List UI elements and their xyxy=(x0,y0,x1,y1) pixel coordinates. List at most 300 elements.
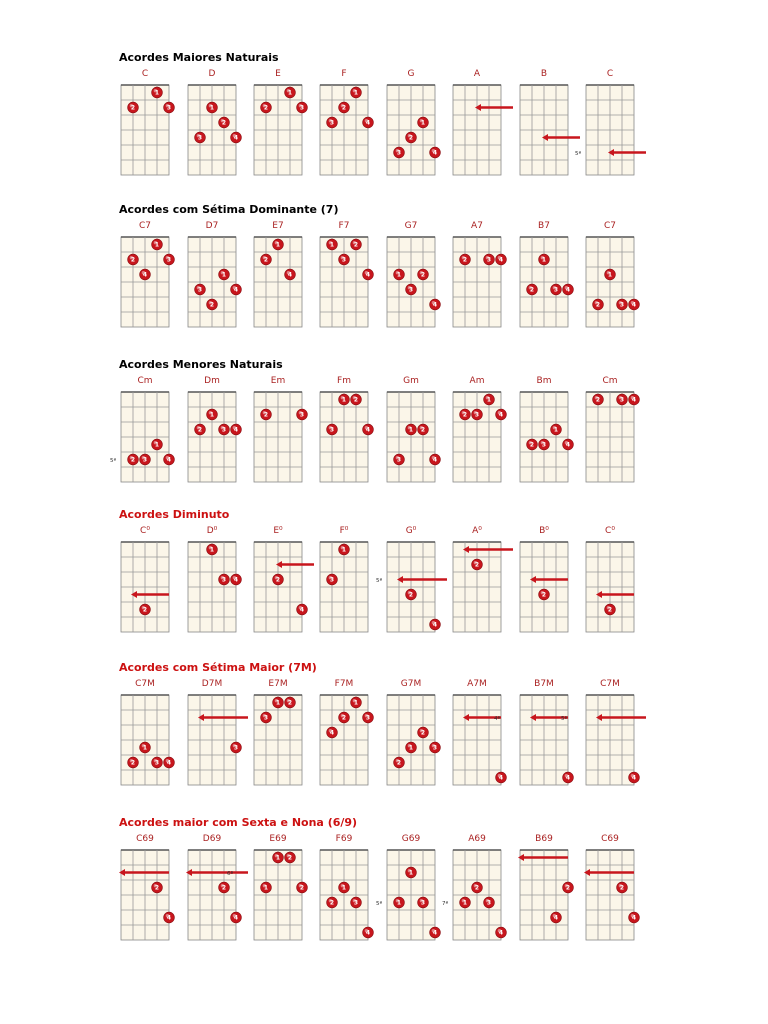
chord-diagram xyxy=(312,834,376,949)
finger-number: 2 xyxy=(209,301,215,309)
finger-number: 4 xyxy=(166,759,172,767)
finger-number: 3 xyxy=(299,104,305,112)
chord-name: D7 xyxy=(205,221,219,231)
chord-section xyxy=(0,661,768,796)
finger-number: 2 xyxy=(299,884,305,892)
chord-diagram xyxy=(312,69,376,184)
finger-dot xyxy=(152,757,163,768)
chord-diagram xyxy=(578,834,642,949)
chord-diagram xyxy=(578,679,642,794)
fretboard xyxy=(312,539,376,639)
chord-diagram xyxy=(445,376,509,491)
finger-number: 2 xyxy=(154,884,160,892)
finger-number: 2 xyxy=(408,134,414,142)
finger-number: 3 xyxy=(341,256,347,264)
fretboard xyxy=(312,234,376,334)
finger-dot xyxy=(363,712,374,723)
chord-diagram xyxy=(113,526,177,641)
finger-dot xyxy=(363,269,374,280)
finger-dot xyxy=(261,102,272,113)
finger-number: 2 xyxy=(263,104,269,112)
finger-number: 4 xyxy=(498,774,504,782)
finger-dot xyxy=(430,299,441,310)
finger-dot xyxy=(496,927,507,938)
chord-diagram xyxy=(578,376,642,491)
finger-dot xyxy=(496,254,507,265)
chord-name: E7 xyxy=(272,221,284,231)
finger-dot xyxy=(261,409,272,420)
finger-dot xyxy=(363,424,374,435)
finger-dot xyxy=(285,87,296,98)
finger-number: 2 xyxy=(341,714,347,722)
finger-dot xyxy=(563,439,574,450)
finger-number: 1 xyxy=(341,396,347,404)
chord-diagram xyxy=(375,834,443,949)
finger-dot xyxy=(406,589,417,600)
finger-number: 4 xyxy=(329,729,335,737)
finger-number: 2 xyxy=(197,426,203,434)
finger-number: 4 xyxy=(565,774,571,782)
finger-dot xyxy=(496,772,507,783)
chord-name: G69 xyxy=(401,834,421,844)
chord-diagram xyxy=(512,679,576,794)
section-title: Acordes Maiores Naturais xyxy=(119,51,279,64)
chord-section xyxy=(0,51,768,186)
finger-number: 3 xyxy=(166,104,172,112)
finger-number: 3 xyxy=(619,396,625,404)
fretboard xyxy=(312,389,376,489)
finger-number: 3 xyxy=(486,256,492,264)
finger-number: 2 xyxy=(221,119,227,127)
chord-section xyxy=(0,508,768,643)
chord-diagram xyxy=(113,69,177,184)
finger-dot xyxy=(273,574,284,585)
finger-number: 3 xyxy=(474,411,480,419)
fretboard xyxy=(445,389,509,489)
finger-dot xyxy=(484,394,495,405)
finger-number: 3 xyxy=(197,286,203,294)
finger-dot xyxy=(351,239,362,250)
fretboard xyxy=(113,847,177,947)
chord-name: G⁰ xyxy=(405,526,417,536)
chord-name: A⁰ xyxy=(472,526,482,536)
chord-diagram xyxy=(379,221,443,336)
chord-diagram xyxy=(574,69,642,184)
finger-dot xyxy=(195,132,206,143)
chord-name: B xyxy=(540,69,548,79)
finger-dot xyxy=(152,87,163,98)
finger-number: 1 xyxy=(341,884,347,892)
finger-dot xyxy=(563,284,574,295)
finger-dot xyxy=(231,132,242,143)
finger-dot xyxy=(128,454,139,465)
chord-diagram xyxy=(246,69,310,184)
finger-dot xyxy=(297,882,308,893)
fret-position-label: 6ª xyxy=(226,871,234,877)
finger-number: 1 xyxy=(396,271,402,279)
finger-dot xyxy=(219,424,230,435)
chord-diagram xyxy=(445,679,509,794)
finger-number: 1 xyxy=(142,744,148,752)
finger-dot xyxy=(430,742,441,753)
finger-dot xyxy=(496,409,507,420)
finger-number: 4 xyxy=(553,914,559,922)
finger-number: 1 xyxy=(154,89,160,97)
chord-name: Em xyxy=(270,376,286,386)
finger-number: 1 xyxy=(275,699,281,707)
finger-number: 2 xyxy=(462,411,468,419)
finger-number: 3 xyxy=(486,899,492,907)
chord-diagram xyxy=(578,526,642,641)
chord-diagram xyxy=(312,376,376,491)
fretboard xyxy=(180,389,244,489)
finger-dot xyxy=(418,424,429,435)
finger-dot xyxy=(351,897,362,908)
finger-dot xyxy=(539,589,550,600)
finger-dot xyxy=(195,424,206,435)
finger-number: 3 xyxy=(619,301,625,309)
chord-name: E7M xyxy=(268,679,288,689)
finger-number: 1 xyxy=(607,271,613,279)
finger-number: 2 xyxy=(130,759,136,767)
finger-number: 4 xyxy=(233,286,239,294)
fretboard xyxy=(246,847,310,947)
chord-name: G7 xyxy=(404,221,418,231)
finger-dot xyxy=(261,712,272,723)
finger-dot xyxy=(394,757,405,768)
finger-number: 3 xyxy=(396,456,402,464)
finger-number: 4 xyxy=(432,149,438,157)
fretboard xyxy=(578,389,642,489)
finger-number: 2 xyxy=(341,104,347,112)
fretboard xyxy=(512,234,576,334)
fretboard xyxy=(312,692,376,792)
finger-number: 3 xyxy=(396,149,402,157)
chord-diagram xyxy=(445,69,509,184)
finger-number: 1 xyxy=(462,899,468,907)
fretboard xyxy=(578,234,642,334)
chord-diagram xyxy=(180,679,244,794)
finger-number: 4 xyxy=(166,914,172,922)
fretboard xyxy=(180,539,244,639)
chord-name: C69 xyxy=(601,834,619,844)
chord-name: G7M xyxy=(400,679,422,689)
fretboard xyxy=(512,82,576,182)
finger-dot xyxy=(351,87,362,98)
chord-diagram xyxy=(180,69,244,184)
finger-dot xyxy=(406,742,417,753)
finger-number: 2 xyxy=(565,884,571,892)
finger-number: 2 xyxy=(408,591,414,599)
finger-number: 4 xyxy=(287,271,293,279)
finger-number: 2 xyxy=(353,241,359,249)
finger-number: 1 xyxy=(287,89,293,97)
finger-number: 2 xyxy=(420,729,426,737)
finger-dot xyxy=(563,772,574,783)
fretboard xyxy=(180,82,244,182)
finger-dot xyxy=(394,897,405,908)
finger-dot xyxy=(231,574,242,585)
chord-name: Gm xyxy=(403,376,419,386)
finger-dot xyxy=(128,102,139,113)
finger-number: 4 xyxy=(631,396,637,404)
finger-dot xyxy=(629,299,640,310)
finger-dot xyxy=(394,269,405,280)
finger-number: 3 xyxy=(166,256,172,264)
finger-dot xyxy=(273,697,284,708)
finger-dot xyxy=(539,439,550,450)
finger-dot xyxy=(219,117,230,128)
chord-name: Cm xyxy=(602,376,618,386)
finger-number: 4 xyxy=(565,286,571,294)
finger-number: 4 xyxy=(631,914,637,922)
finger-number: 1 xyxy=(209,546,215,554)
finger-dot xyxy=(339,712,350,723)
fretboard xyxy=(512,539,576,639)
chord-diagram xyxy=(441,834,509,949)
finger-dot xyxy=(418,897,429,908)
finger-number: 4 xyxy=(142,271,148,279)
finger-number: 2 xyxy=(420,426,426,434)
finger-dot xyxy=(472,559,483,570)
finger-number: 3 xyxy=(233,744,239,752)
chord-diagram xyxy=(246,834,310,949)
chord-diagram xyxy=(379,69,443,184)
finger-dot xyxy=(406,424,417,435)
chord-name: F69 xyxy=(335,834,353,844)
finger-number: 4 xyxy=(432,301,438,309)
finger-number: 4 xyxy=(498,929,504,937)
chord-section xyxy=(0,203,768,338)
finger-number: 3 xyxy=(197,134,203,142)
chord-name: C69 xyxy=(136,834,154,844)
fretboard xyxy=(578,692,642,792)
chord-name: D⁰ xyxy=(206,526,218,536)
finger-dot xyxy=(164,757,175,768)
finger-number: 3 xyxy=(221,426,227,434)
chord-diagram xyxy=(180,526,244,641)
finger-dot xyxy=(219,574,230,585)
chord-name: A69 xyxy=(468,834,486,844)
chord-name: E xyxy=(275,69,281,79)
finger-dot xyxy=(231,424,242,435)
fretboard xyxy=(445,692,509,792)
chord-name: C7 xyxy=(138,221,151,231)
chord-name: Am xyxy=(469,376,485,386)
finger-number: 2 xyxy=(595,301,601,309)
chord-diagram xyxy=(512,69,576,184)
fretboard xyxy=(512,847,576,947)
finger-dot xyxy=(430,619,441,630)
fretboard xyxy=(180,692,244,792)
finger-dot xyxy=(164,254,175,265)
finger-number: 4 xyxy=(365,271,371,279)
finger-number: 2 xyxy=(287,854,293,862)
fretboard xyxy=(445,234,509,334)
chord-name: E⁰ xyxy=(273,526,283,536)
fretboard xyxy=(578,847,642,947)
finger-dot xyxy=(297,604,308,615)
finger-number: 3 xyxy=(329,426,335,434)
finger-dot xyxy=(164,454,175,465)
chord-diagram xyxy=(246,526,310,641)
finger-dot xyxy=(418,727,429,738)
fretboard xyxy=(113,539,177,639)
finger-number: 4 xyxy=(631,301,637,309)
finger-dot xyxy=(629,912,640,923)
finger-number: 1 xyxy=(541,256,547,264)
chord-name: E69 xyxy=(269,834,287,844)
chord-name: F⁰ xyxy=(339,526,349,536)
finger-dot xyxy=(164,912,175,923)
chord-name: Bm xyxy=(536,376,552,386)
finger-dot xyxy=(629,772,640,783)
finger-dot xyxy=(593,394,604,405)
chord-diagram xyxy=(379,679,443,794)
fret-position-label: 5ª xyxy=(375,578,383,584)
chord-diagram xyxy=(445,526,509,641)
finger-dot xyxy=(231,912,242,923)
section-title: Acordes Menores Naturais xyxy=(119,358,283,371)
fretboard xyxy=(109,389,177,489)
finger-dot xyxy=(219,269,230,280)
finger-dot xyxy=(231,284,242,295)
finger-number: 4 xyxy=(432,621,438,629)
chord-name: A xyxy=(473,69,481,79)
finger-number: 3 xyxy=(154,759,160,767)
finger-number: 1 xyxy=(263,884,269,892)
finger-dot xyxy=(551,912,562,923)
fretboard xyxy=(375,847,443,947)
finger-dot xyxy=(363,117,374,128)
finger-dot xyxy=(339,254,350,265)
chord-name: Fm xyxy=(337,376,351,386)
finger-dot xyxy=(430,454,441,465)
finger-dot xyxy=(484,254,495,265)
fretboard xyxy=(246,692,310,792)
chord-diagram xyxy=(445,221,509,336)
finger-number: 2 xyxy=(263,256,269,264)
finger-dot xyxy=(617,882,628,893)
finger-number: 1 xyxy=(353,699,359,707)
chord-diagram xyxy=(246,376,310,491)
finger-dot xyxy=(285,697,296,708)
finger-number: 1 xyxy=(396,899,402,907)
finger-number: 1 xyxy=(408,869,414,877)
fret-position-label: 5ª xyxy=(574,151,582,157)
finger-dot xyxy=(207,299,218,310)
finger-dot xyxy=(539,254,550,265)
chord-diagram xyxy=(180,376,244,491)
fretboard xyxy=(246,389,310,489)
fretboard xyxy=(445,82,509,182)
fret-position-label: 7ª xyxy=(441,901,449,907)
chord-name: F xyxy=(341,69,347,79)
chord-diagram xyxy=(246,221,310,336)
finger-number: 3 xyxy=(432,744,438,752)
finger-dot xyxy=(418,117,429,128)
finger-dot xyxy=(327,574,338,585)
chord-name: D69 xyxy=(202,834,222,844)
finger-number: 1 xyxy=(408,426,414,434)
finger-dot xyxy=(406,132,417,143)
chord-name: B69 xyxy=(535,834,553,844)
chord-name: D xyxy=(208,69,216,79)
chord-name: F7M xyxy=(334,679,354,689)
chord-name: C xyxy=(141,69,149,79)
finger-number: 2 xyxy=(130,104,136,112)
chord-section xyxy=(0,358,768,493)
finger-dot xyxy=(472,409,483,420)
chord-diagram xyxy=(375,526,443,641)
fretboard xyxy=(246,82,310,182)
finger-dot xyxy=(207,544,218,555)
finger-number: 2 xyxy=(329,899,335,907)
fret-position-label: 5ª xyxy=(375,901,383,907)
finger-number: 2 xyxy=(462,256,468,264)
fretboard xyxy=(574,82,642,182)
chord-diagram xyxy=(512,221,576,336)
fretboard xyxy=(246,539,310,639)
fretboard xyxy=(246,234,310,334)
finger-dot xyxy=(460,254,471,265)
finger-number: 1 xyxy=(408,744,414,752)
chord-diagram xyxy=(312,679,376,794)
finger-dot xyxy=(406,867,417,878)
chord-name: C⁰ xyxy=(140,526,150,536)
finger-number: 1 xyxy=(209,104,215,112)
finger-number: 4 xyxy=(432,929,438,937)
chord-diagram xyxy=(512,526,576,641)
finger-dot xyxy=(152,239,163,250)
finger-number: 3 xyxy=(263,714,269,722)
finger-number: 2 xyxy=(263,411,269,419)
finger-dot xyxy=(207,102,218,113)
finger-number: 4 xyxy=(498,256,504,264)
finger-number: 2 xyxy=(142,606,148,614)
fretboard xyxy=(512,389,576,489)
finger-number: 2 xyxy=(474,884,480,892)
finger-dot xyxy=(164,102,175,113)
chord-diagram xyxy=(113,221,177,336)
finger-number: 4 xyxy=(365,119,371,127)
chord-name: F7 xyxy=(338,221,350,231)
finger-number: 2 xyxy=(396,759,402,767)
chord-name: A7M xyxy=(467,679,487,689)
finger-dot xyxy=(339,102,350,113)
finger-dot xyxy=(363,927,374,938)
fretboard xyxy=(312,847,376,947)
finger-dot xyxy=(219,882,230,893)
finger-dot xyxy=(327,727,338,738)
finger-number: 1 xyxy=(553,426,559,434)
finger-dot xyxy=(551,424,562,435)
chord-diagram xyxy=(312,221,376,336)
chord-diagram xyxy=(578,221,642,336)
finger-dot xyxy=(327,897,338,908)
finger-number: 2 xyxy=(541,591,547,599)
fretboard xyxy=(180,847,244,947)
section-title: Acordes com Sétima Dominante (7) xyxy=(119,203,339,216)
fretboard xyxy=(379,692,443,792)
finger-dot xyxy=(327,239,338,250)
chord-diagram xyxy=(180,221,244,336)
chord-section xyxy=(0,816,768,951)
fretboard xyxy=(113,234,177,334)
finger-dot xyxy=(617,394,628,405)
chord-name: C7 xyxy=(603,221,616,231)
finger-dot xyxy=(140,454,151,465)
